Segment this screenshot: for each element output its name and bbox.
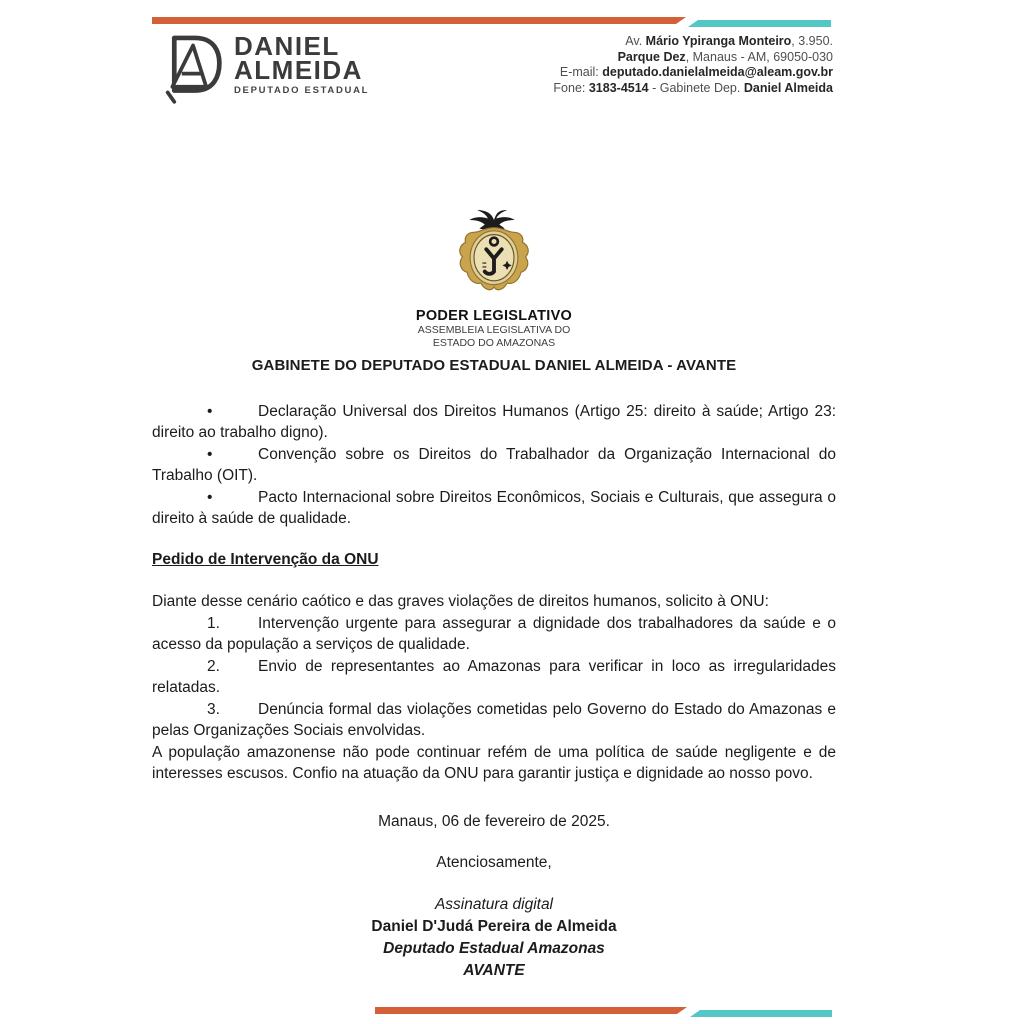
contact-block bbox=[553, 34, 833, 96]
header-logo bbox=[163, 32, 369, 109]
amazonas-coat-of-arms-icon bbox=[441, 287, 547, 304]
contact-line-city: Parque Dez, Manaus - AM, 69050-030 bbox=[617, 49, 833, 64]
intro-paragraph: Diante desse cenário caótico e das graves violações de direitos humanos, solicito à ONU: bbox=[152, 593, 769, 610]
da-monogram-icon bbox=[163, 32, 225, 109]
numbered-item bbox=[152, 699, 836, 742]
org-subtitle-line1: ASSEMBLEIA LEGISLATIVA DO bbox=[417, 324, 571, 336]
logo-name-line2: ALMEIDA bbox=[234, 55, 363, 85]
org-title: PODER LEGISLATIVO bbox=[415, 308, 573, 324]
bullet-item bbox=[152, 487, 836, 530]
signature-name: Daniel D'Judá Pereira de Almeida bbox=[371, 917, 617, 935]
top-bar-teal bbox=[688, 20, 831, 27]
salutation: Atenciosamente, bbox=[436, 854, 552, 871]
bullet-text: Pacto Internacional sobre Direitos Econômicos, Sociais e Culturais, que assegura o direito à saúde de qualidade. bbox=[152, 488, 836, 527]
bullet-glyph: • bbox=[207, 445, 213, 463]
bullet-glyph: • bbox=[207, 488, 213, 506]
logo-subtitle: DEPUTADO ESTADUAL bbox=[234, 85, 370, 96]
signature-role: Deputado Estadual Amazonas bbox=[383, 939, 605, 957]
letter-body bbox=[152, 355, 836, 982]
bullet-glyph: • bbox=[207, 402, 213, 420]
numbered-item bbox=[152, 656, 836, 699]
item-number: 1. bbox=[207, 614, 220, 632]
section-heading: Pedido de Intervenção da ONU bbox=[152, 550, 379, 568]
contact-line-address: Av. Mário Ypiranga Monteiro, 3.950. bbox=[625, 34, 833, 48]
contact-line-email: E-mail: deputado.danielalmeida@aleam.gov.br bbox=[559, 65, 833, 79]
signature-label: Assinatura digital bbox=[434, 895, 554, 913]
signature-party: AVANTE bbox=[463, 961, 525, 979]
item-text: Intervenção urgente para assegurar a dignidade dos trabalhadores da saúde e o acesso da população a serviços de qualidade. bbox=[152, 614, 836, 653]
document-title: GABINETE DO DEPUTADO ESTADUAL DANIEL ALMEIDA - AVANTE bbox=[251, 357, 737, 374]
bottom-bar-red bbox=[375, 1007, 687, 1014]
seal-block bbox=[152, 200, 836, 349]
closing-paragraph: A população amazonense não pode continuar refém de uma política de saúde negligente e de interesses escusos. Confio na atuação da ONU para garantir justiça e dignidade ao nosso povo. bbox=[152, 743, 836, 782]
contact-line-phone: Fone: 3183-4514 - Gabinete Dep. Daniel Almeida bbox=[553, 80, 833, 95]
bullet-item bbox=[152, 401, 836, 444]
top-bar-red bbox=[152, 17, 686, 24]
date-line: Manaus, 06 de fevereiro de 2025. bbox=[378, 812, 610, 830]
item-number: 3. bbox=[207, 700, 220, 718]
item-number: 2. bbox=[207, 657, 220, 675]
numbered-item bbox=[152, 613, 836, 656]
org-subtitle-line2: ESTADO DO AMAZONAS bbox=[432, 336, 556, 349]
item-text: Denúncia formal das violações cometidas pelo Governo do Estado do Amazonas e pelas Organizações Sociais envolvidas. bbox=[152, 700, 836, 739]
item-text: Envio de representantes ao Amazonas para verificar in loco as irregularidades relatadas. bbox=[152, 657, 836, 696]
bottom-bar-teal bbox=[690, 1010, 832, 1017]
bullet-text: Convenção sobre os Direitos do Trabalhador da Organização Internacional do Trabalho (OIT). bbox=[152, 445, 836, 484]
logo-text bbox=[234, 32, 369, 96]
bullet-item bbox=[152, 444, 836, 487]
logo-name-line1: DANIEL bbox=[234, 31, 340, 61]
bullet-text: Declaração Universal dos Direitos Humanos (Artigo 25: direito à saúde; Artigo 23: direito ao trabalho digno). bbox=[152, 402, 836, 441]
